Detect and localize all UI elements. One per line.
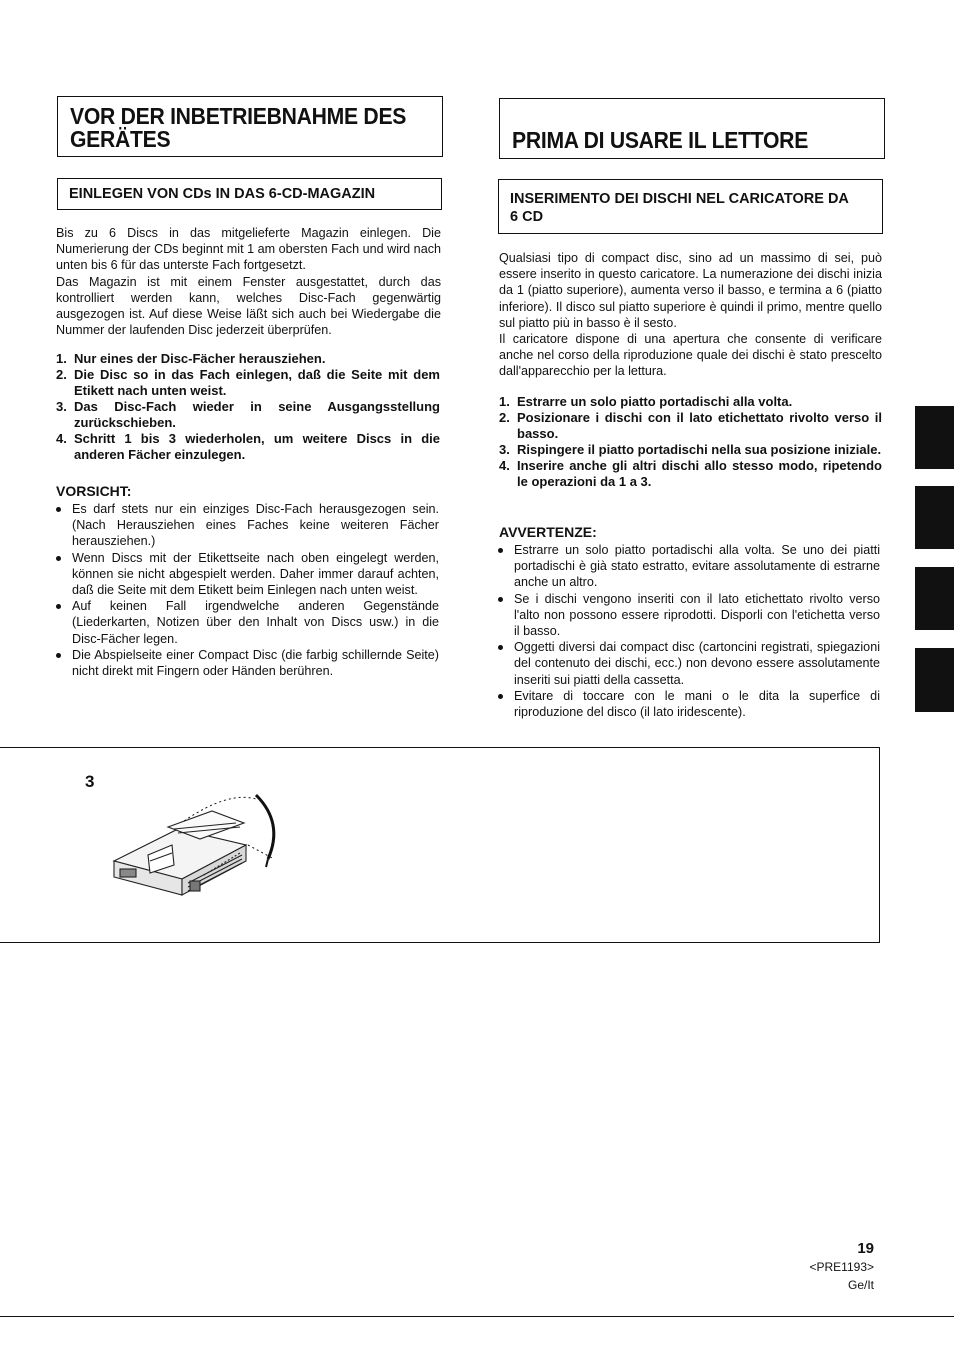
italian-step	[499, 442, 882, 458]
figure-box-left-rule	[0, 747, 880, 748]
italian-cautions	[497, 542, 880, 720]
german-caution-heading: VORSICHT:	[56, 483, 132, 499]
italian-section-box	[498, 179, 883, 234]
italian-step	[499, 458, 882, 490]
step-number: 4.	[56, 431, 67, 446]
italian-paragraph-2: Il caricatore dispone di una apertura che consente di verificare anche nel corso della riproduzione quale dei dischi è stato prescelto dall'apparecchio per la lettura.	[499, 332, 882, 379]
figure-step-label: 3	[85, 772, 95, 791]
german-intro	[56, 225, 441, 338]
italian-steps	[499, 394, 882, 490]
step-text: Posizionare i dischi con il lato etichettato rivolto verso il basso.	[517, 410, 882, 441]
step-number: 3.	[56, 399, 67, 414]
step-text: Estrarre un solo piatto portadischi alla volta.	[517, 394, 793, 409]
german-step	[56, 367, 440, 399]
footer-rule	[0, 1316, 954, 1317]
italian-caution-item: Estrarre un solo piatto portadischi alla volta. Se uno dei piatti portadischi è già stato estratto, evitare assolutamente di estrarne anche un altro.	[497, 542, 880, 591]
german-caution-item: Auf keinen Fall irgendwelche anderen Gegenstände (Liederkarten, Notizen über den Inhalt von Discs usw.) in die Disc-Fächer legen.	[55, 598, 439, 647]
italian-caution-item: Evitare di toccare con le mani o le dita la superfice di riproduzione del disco (il lato iridescente).	[497, 688, 880, 720]
step-number: 1.	[56, 351, 67, 366]
cd-magazine-illustration	[108, 783, 288, 903]
german-caution-item: Es darf stets nur ein einziges Disc-Fach herausgezogen sein. (Nach Herausziehen eines Faches keine weiteren Fächer herausziehen.)	[55, 501, 439, 550]
italian-paragraph-1: Qualsiasi tipo di compact disc, sino ad un massimo di sei, può essere inserito in questo caricatore. La numerazione dei dischi inizia da 1 (piatto superiore), aumenta verso il basso, e termina a 6 (piatto inferiore). Il disco sul piatto superiore è quindi il primo, mentre quello sul piatto più in basso è il sesto.	[499, 251, 882, 330]
german-title: VOR DER INBETRIEBNAHME DES GERÄTES	[70, 103, 407, 152]
step-text: Nur eines der Disc-Fächer herausziehen.	[74, 351, 326, 366]
german-section-box	[57, 178, 442, 210]
step-text: Die Disc so in das Fach einlegen, daß die Seite mit dem Etikett nach unten weist.	[74, 367, 440, 398]
step-text: Rispingere il piatto portadischi nella sua posizione iniziale.	[517, 442, 882, 457]
italian-title: PRIMA DI USARE IL LETTORE	[512, 127, 809, 153]
german-step	[56, 399, 440, 431]
german-section-heading: EINLEGEN VON CDs IN DAS 6-CD-MAGAZIN	[69, 186, 376, 202]
italian-step	[499, 394, 882, 410]
step-number: 1.	[499, 394, 510, 409]
german-steps	[56, 351, 440, 463]
step-number: 3.	[499, 442, 510, 457]
step-text: Schritt 1 bis 3 wiederholen, um weitere Discs in die anderen Fächer einzulegen.	[74, 431, 440, 462]
german-paragraph-1: Bis zu 6 Discs in das mitgelieferte Magazin einlegen. Die Numerierung der CDs beginnt mit 1 am obersten Fach und wird nach unten bis 6 für das unterste Fach fortgesetzt.	[56, 226, 441, 273]
language-tab-1	[915, 406, 954, 469]
italian-intro	[499, 250, 882, 380]
step-text: Das Disc-Fach wieder in seine Ausgangsstellung zurückschieben.	[74, 399, 440, 430]
italian-step	[499, 410, 882, 442]
step-text: Inserire anche gli altri dischi allo stesso modo, ripetendo le operazioni da 1 a 3.	[517, 458, 882, 489]
german-step	[56, 351, 440, 367]
document-code: <PRE1193>	[809, 1260, 874, 1274]
german-caution-item: Wenn Discs mit der Etikettseite nach oben eingelegt werden, können sie nicht abgespielt werden. Daher immer darauf achten, daß die Seite mit dem Etikett beim Einlegen nach unten weist.	[55, 550, 439, 599]
language-code: Ge/It	[847, 1278, 874, 1292]
step-number: 2.	[56, 367, 67, 382]
italian-caution-item: Se i dischi vengono inseriti con il lato etichettato rivolto verso l'alto non possono essere riprodotti. Disporli con l'etichetta verso il basso.	[497, 591, 880, 640]
german-step	[56, 431, 440, 463]
language-tab-4	[915, 648, 954, 712]
language-tab-2	[915, 486, 954, 549]
italian-caution-heading: AVVERTENZE:	[499, 524, 597, 540]
page-number: 19	[857, 1240, 874, 1257]
italian-section-heading: INSERIMENTO DEI DISCHI NEL CARICATORE DA 6 CD	[510, 191, 849, 225]
german-title-box	[57, 96, 443, 157]
italian-title-box	[499, 98, 885, 159]
german-caution-item: Die Abspielseite einer Compact Disc (die farbig schillernde Seite) nicht direkt mit Fingern oder Händen berühren.	[55, 647, 439, 679]
step-number: 4.	[499, 458, 510, 473]
german-cautions	[55, 501, 439, 679]
italian-caution-item: Oggetti diversi dai compact disc (cartoncini registrati, spiegazioni del contenuto dei dischi, ecc.) non devono essere assolutamente inseriti sui piatti della cassetta.	[497, 639, 880, 688]
language-tab-3	[915, 567, 954, 630]
german-paragraph-2: Das Magazin ist mit einem Fenster ausgestattet, durch das kontrolliert werden kann, welches Disc-Fach gegenwärtig ausgezogen ist. Auf diese Weise läßt sich auch bei Wiedergabe die Nummer der laufenden Disc jederzeit überprüfen.	[56, 274, 441, 338]
step-number: 2.	[499, 410, 510, 425]
